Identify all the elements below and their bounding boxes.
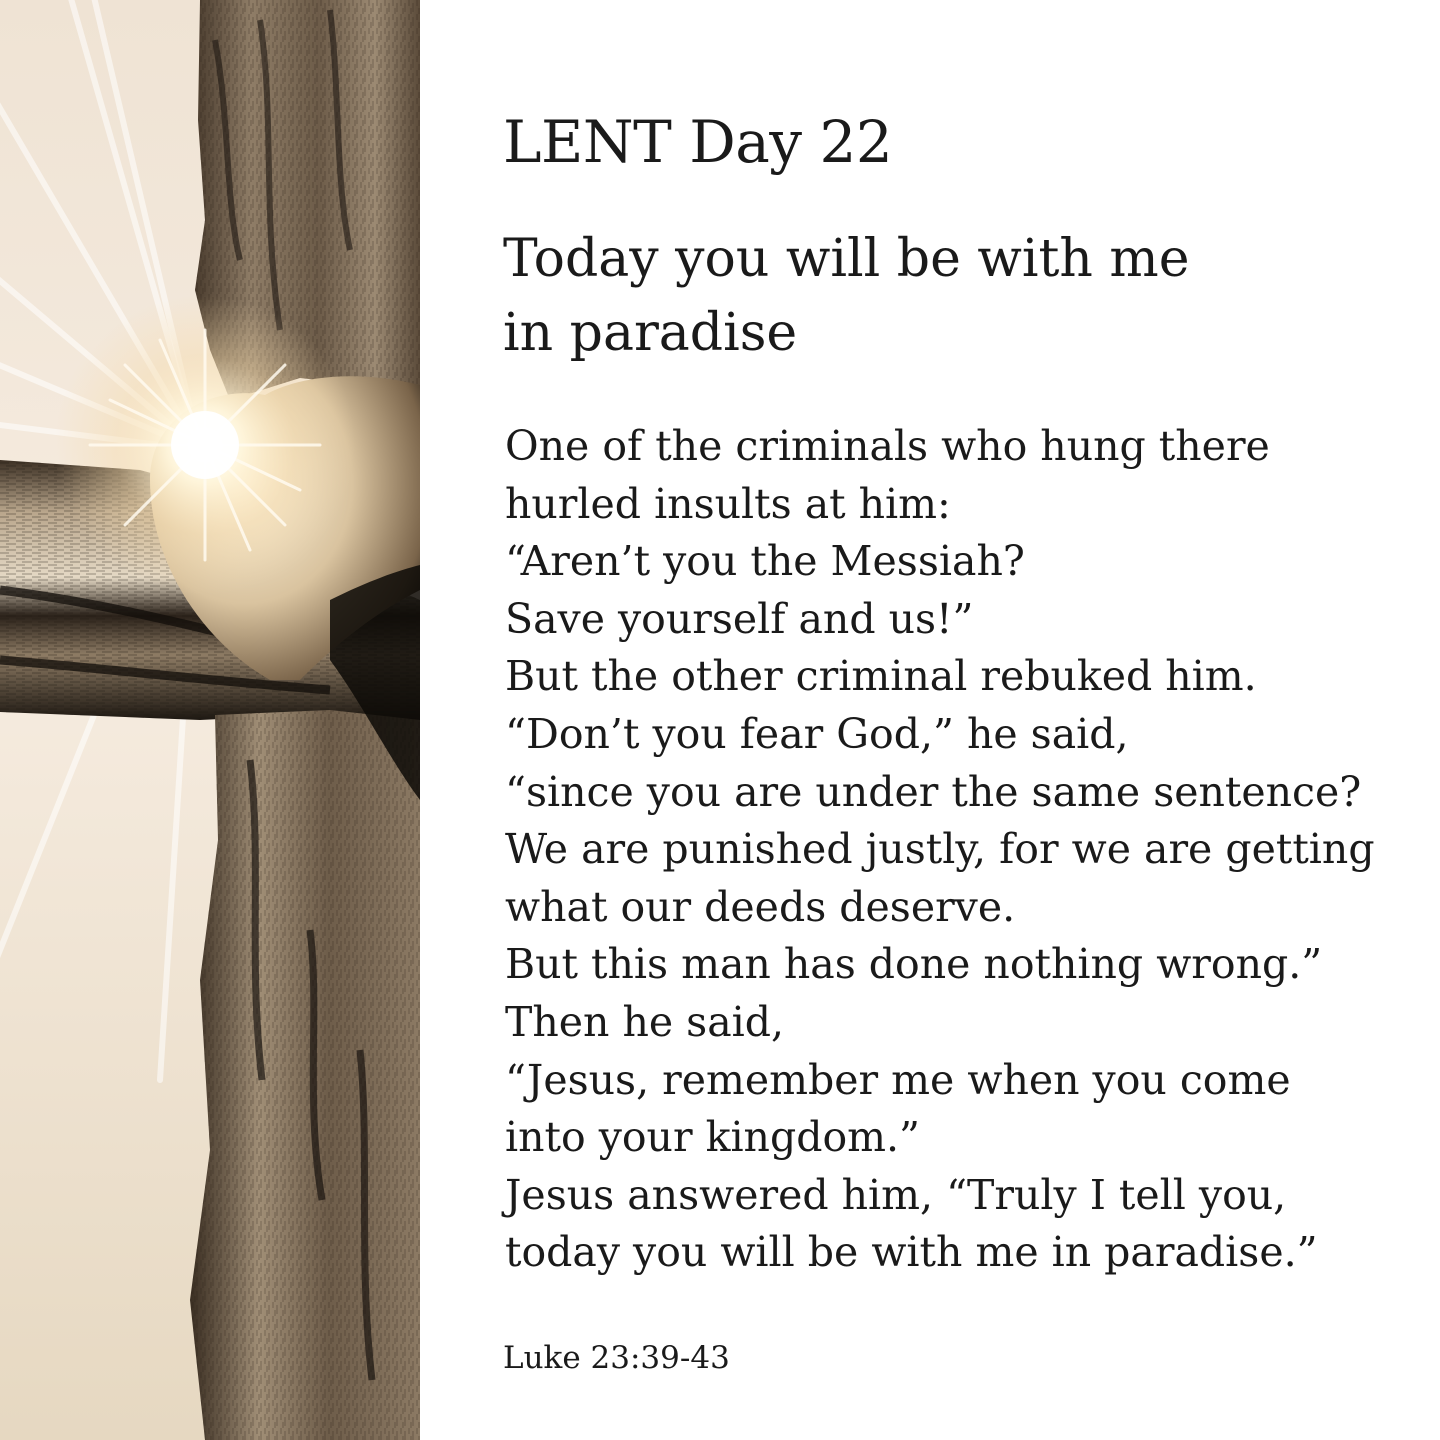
passage-line: “Aren’t you the Messiah? — [505, 537, 1025, 586]
day-title: LENT Day 22 — [503, 108, 893, 176]
passage-line: what our deeds deserve. — [505, 882, 1016, 931]
cross-sunburst-image — [0, 0, 420, 1440]
passage-line: Then he said, — [505, 997, 785, 1046]
headline — [503, 222, 1190, 370]
passage-line: But the other criminal rebuked him. — [505, 652, 1257, 701]
headline-line: in paradise — [503, 303, 798, 363]
passage-line: into your kingdom.” — [505, 1113, 921, 1162]
scripture-passage — [505, 418, 1375, 1282]
passage-line: “Jesus, remember me when you come — [505, 1055, 1291, 1104]
passage-line: hurled insults at him: — [505, 479, 951, 528]
headline-line: Today you will be with me — [503, 229, 1190, 289]
passage-line: “since you are under the same sentence? — [505, 767, 1362, 816]
wooden-cross-with-sunburst-icon — [0, 0, 420, 1440]
scripture-reference: Luke 23:39-43 — [503, 1340, 730, 1376]
passage-line: Save yourself and us!” — [505, 594, 974, 643]
passage-line: Jesus answered him, “Truly I tell you, — [505, 1170, 1287, 1219]
passage-line: today you will be with me in paradise.” — [505, 1228, 1318, 1277]
passage-line: But this man has done nothing wrong.” — [505, 940, 1323, 989]
text-column — [503, 0, 1403, 1440]
passage-line: One of the criminals who hung there — [505, 422, 1270, 470]
passage-line: “Don’t you fear God,” he said, — [505, 709, 1129, 758]
passage-line: We are punished justly, for we are getting — [505, 825, 1375, 874]
